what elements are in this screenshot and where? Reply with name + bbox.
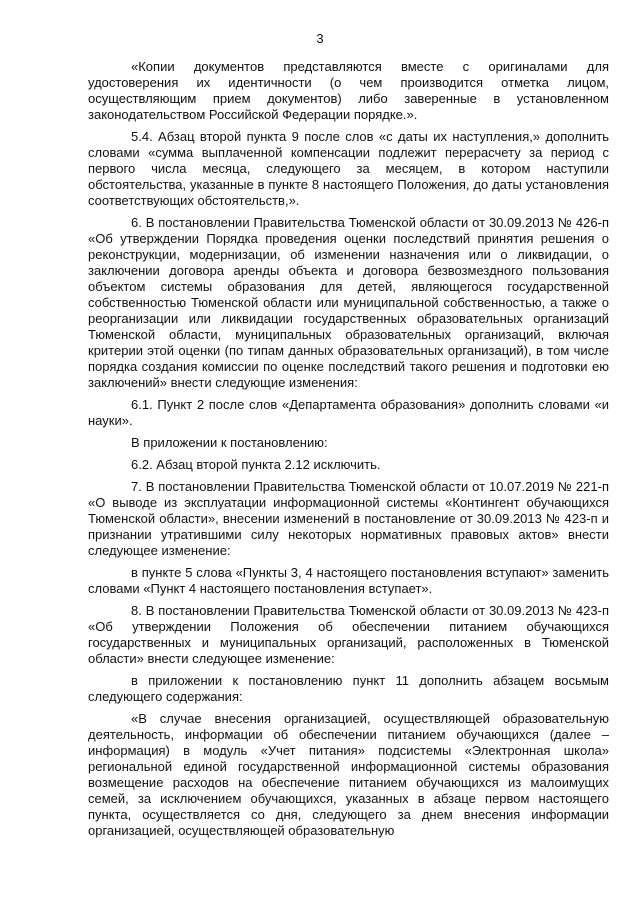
- paragraph-appendix: В приложении к постановлению:: [131, 435, 328, 450]
- paragraph-8-change: в приложении к постановлению пункт 11 дополнить абзацем восьмым следующего содержания:: [88, 673, 609, 704]
- page-number: 3: [316, 31, 324, 46]
- document-body: [88, 59, 609, 845]
- paragraph-8-new-text: «В случае внесения организацией, осуществляющей образовательную деятельность, информации об обеспечении питанием обучающихся (далее – информация) в модуль «Учет питания» подсистемы «Электронная школа» региональной единой государственной информационной системы образования возмещение расходов на обеспечение питанием обучающихся из малоимущих семей, за исключением обучающихся, указанных в абзаце первом настоящего пункта, осуществляется со дня, следующего за днем внесения информации организацией, осуществляющей образовательную: [88, 711, 609, 838]
- paragraph-7-change: в пункте 5 слова «Пункты 3, 4 настоящего постановления вступают» заменить словами «Пункт 4 настоящего постановления вступает».: [88, 565, 609, 596]
- paragraph-5-4: 5.4. Абзац второй пункта 9 после слов «с даты их наступления,» дополнить словами «сумма выплаченной компенсации подлежит перерасчету за период с первого числа месяца, следующего за месяцем, в котором наступили обстоятельства, указанные в пункте 8 настоящего Положения, до даты установления соответствующих обстоятельств,».: [88, 129, 609, 208]
- paragraph-6: 6. В постановлении Правительства Тюменской области от 30.09.2013 № 426-п «Об утверждении Порядка проведения оценки последствий принятия решения о реконструкции, модернизации, об изменении назначения или о ликвидации, о заключении договора аренды объекта и договора безвозмездного пользования объектом системы образования для детей, являющегося государственной собственностью Тюменской области или муниципальной собственностью, а также о реорганизации или ликвидации государственных образовательных организаций Тюменской области, муниципальных образовательных организаций, включая критерии этой оценки (по типам данных образовательных организаций), в том числе порядка создания комиссии по оценке последствий такого решения и подготовки ею заключений» внести следующие изменения:: [88, 215, 609, 390]
- paragraph-7: 7. В постановлении Правительства Тюменской области от 10.07.2019 № 221-п «О выводе из эксплуатации информационной системы «Контингент обучающихся Тюменской области», внесении изменений в постановление от 30.09.2013 № 423-п и признании утратившими силу некоторых нормативных правовых актов» внести следующее изменение:: [88, 479, 609, 558]
- paragraph-8: 8. В постановлении Правительства Тюменской области от 30.09.2013 № 423-п «Об утверждении Положения об обеспечении питанием обучающихся государственных и муниципальных организаций, расположенных в Тюменской области» внести следующее изменение:: [88, 603, 609, 666]
- paragraph-copies-of-documents: «Копии документов представляются вместе с оригиналами для удостоверения их идентичности (о чем производится отметка лицом, осуществляющим прием документов) либо заверенные в установленном законодательством Российской Федерации порядке.».: [88, 59, 609, 122]
- paragraph-6-2: 6.2. Абзац второй пункта 2.12 исключить.: [131, 457, 381, 472]
- paragraph-6-1: 6.1. Пункт 2 после слов «Департамента образования» дополнить словами «и науки».: [88, 397, 609, 428]
